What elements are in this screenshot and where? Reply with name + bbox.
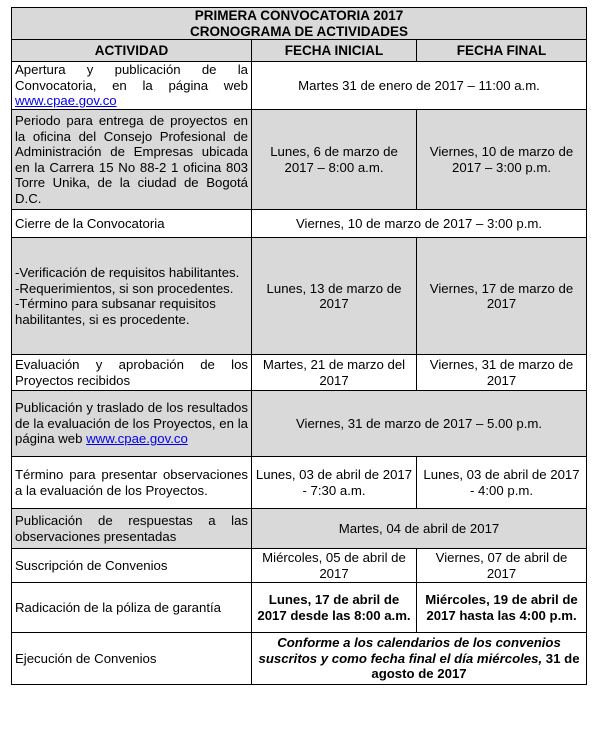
table-row — [12, 549, 587, 583]
table-title — [12, 8, 587, 40]
header-start-date: FECHA INICIAL — [252, 40, 417, 62]
table-row — [12, 509, 587, 549]
activity-cell: Ejecución de Convenios — [12, 633, 252, 685]
activity-line: -Verificación de requisitos habilitantes. — [15, 265, 240, 280]
activity-text: Publicación y traslado de los resultados de la evaluación de los Proyectos, en la página web — [15, 400, 248, 447]
start-date-cell: Miércoles, 05 de abril de 2017 — [252, 549, 417, 583]
date-cell: Viernes, 10 de marzo de 2017 – 3:00 p.m. — [252, 210, 587, 238]
activity-cell: Suscripción de Convenios — [12, 549, 252, 583]
activity-cell: Radicación de la póliza de garantía — [12, 583, 252, 633]
header-activity: ACTIVIDAD — [12, 40, 252, 62]
activity-text: Apertura y publicación de la Convocatoria, en la página web — [15, 62, 248, 93]
title-row — [12, 8, 587, 40]
activity-cell: Publicación de respuestas a las observaciones presentadas — [12, 509, 252, 549]
header-row — [12, 40, 587, 62]
table-row — [12, 457, 587, 509]
activity-cell: Evaluación y aprobación de los Proyectos recibidos — [12, 355, 252, 391]
start-date-cell: Lunes, 03 de abril de 2017 - 7:30 a.m. — [252, 457, 417, 509]
title-line-1: PRIMERA CONVOCATORIA 2017 — [194, 8, 404, 23]
end-date-cell: Miércoles, 19 de abril de 2017 hasta las 4:00 p.m. — [417, 583, 587, 633]
date-text-emphasis: Conforme a los calendarios de los convenios suscritos y como fecha final el día miércoles, — [258, 635, 561, 666]
table-row — [12, 391, 587, 457]
header-end-date: FECHA FINAL — [417, 40, 587, 62]
date-cell: Martes, 04 de abril de 2017 — [252, 509, 587, 549]
start-date-cell: Lunes, 13 de marzo de 2017 — [252, 238, 417, 355]
activity-cell — [12, 62, 252, 110]
website-link[interactable]: www.cpae.gov.co — [15, 93, 117, 109]
title-line-2: CRONOGRAMA DE ACTIVIDADES — [190, 23, 409, 39]
table-row — [12, 355, 587, 391]
date-cell — [252, 633, 587, 685]
activity-cell — [12, 391, 252, 457]
end-date-cell: Viernes, 10 de marzo de 2017 – 3:00 p.m. — [417, 110, 587, 210]
activity-line: -Término para subsanar requisitos habilitantes, si es procedente. — [15, 296, 216, 327]
end-date-cell: Lunes, 03 de abril de 2017 - 4:00 p.m. — [417, 457, 587, 509]
schedule-table — [11, 7, 587, 685]
start-date-cell: Martes, 21 de marzo del 2017 — [252, 355, 417, 391]
activity-cell: Término para presentar observaciones a la evaluación de los Proyectos. — [12, 457, 252, 509]
date-cell: Martes 31 de enero de 2017 – 11:00 a.m. — [252, 62, 587, 110]
website-link[interactable]: www.cpae.gov.co — [86, 431, 188, 447]
start-date-cell: Lunes, 17 de abril de 2017 desde las 8:00 a.m. — [252, 583, 417, 633]
table-row — [12, 238, 587, 355]
table-row — [12, 583, 587, 633]
table-row — [12, 210, 587, 238]
date-cell: Viernes, 31 de marzo de 2017 – 5.00 p.m. — [252, 391, 587, 457]
end-date-cell: Viernes, 31 de marzo de 2017 — [417, 355, 587, 391]
end-date-cell: Viernes, 17 de marzo de 2017 — [417, 238, 587, 355]
activity-cell: Cierre de la Convocatoria — [12, 210, 252, 238]
table-row — [12, 110, 587, 210]
end-date-cell: Viernes, 07 de abril de 2017 — [417, 549, 587, 583]
table-row — [12, 633, 587, 685]
activity-line: -Requerimientos, si son procedentes. — [15, 280, 234, 296]
activity-cell: Periodo para entrega de proyectos en la oficina del Consejo Profesional de Administración de Empresas ubicada en la Carrera 15 No 88-2 1 oficina 803 Torre Unika, de la ciudad de Bogotá D.C. — [12, 110, 252, 210]
start-date-cell: Lunes, 6 de marzo de 2017 – 8:00 a.m. — [252, 110, 417, 210]
date-text: 31 de agosto de 2017 — [371, 650, 580, 682]
table-row — [12, 62, 587, 110]
activity-cell — [12, 238, 252, 355]
